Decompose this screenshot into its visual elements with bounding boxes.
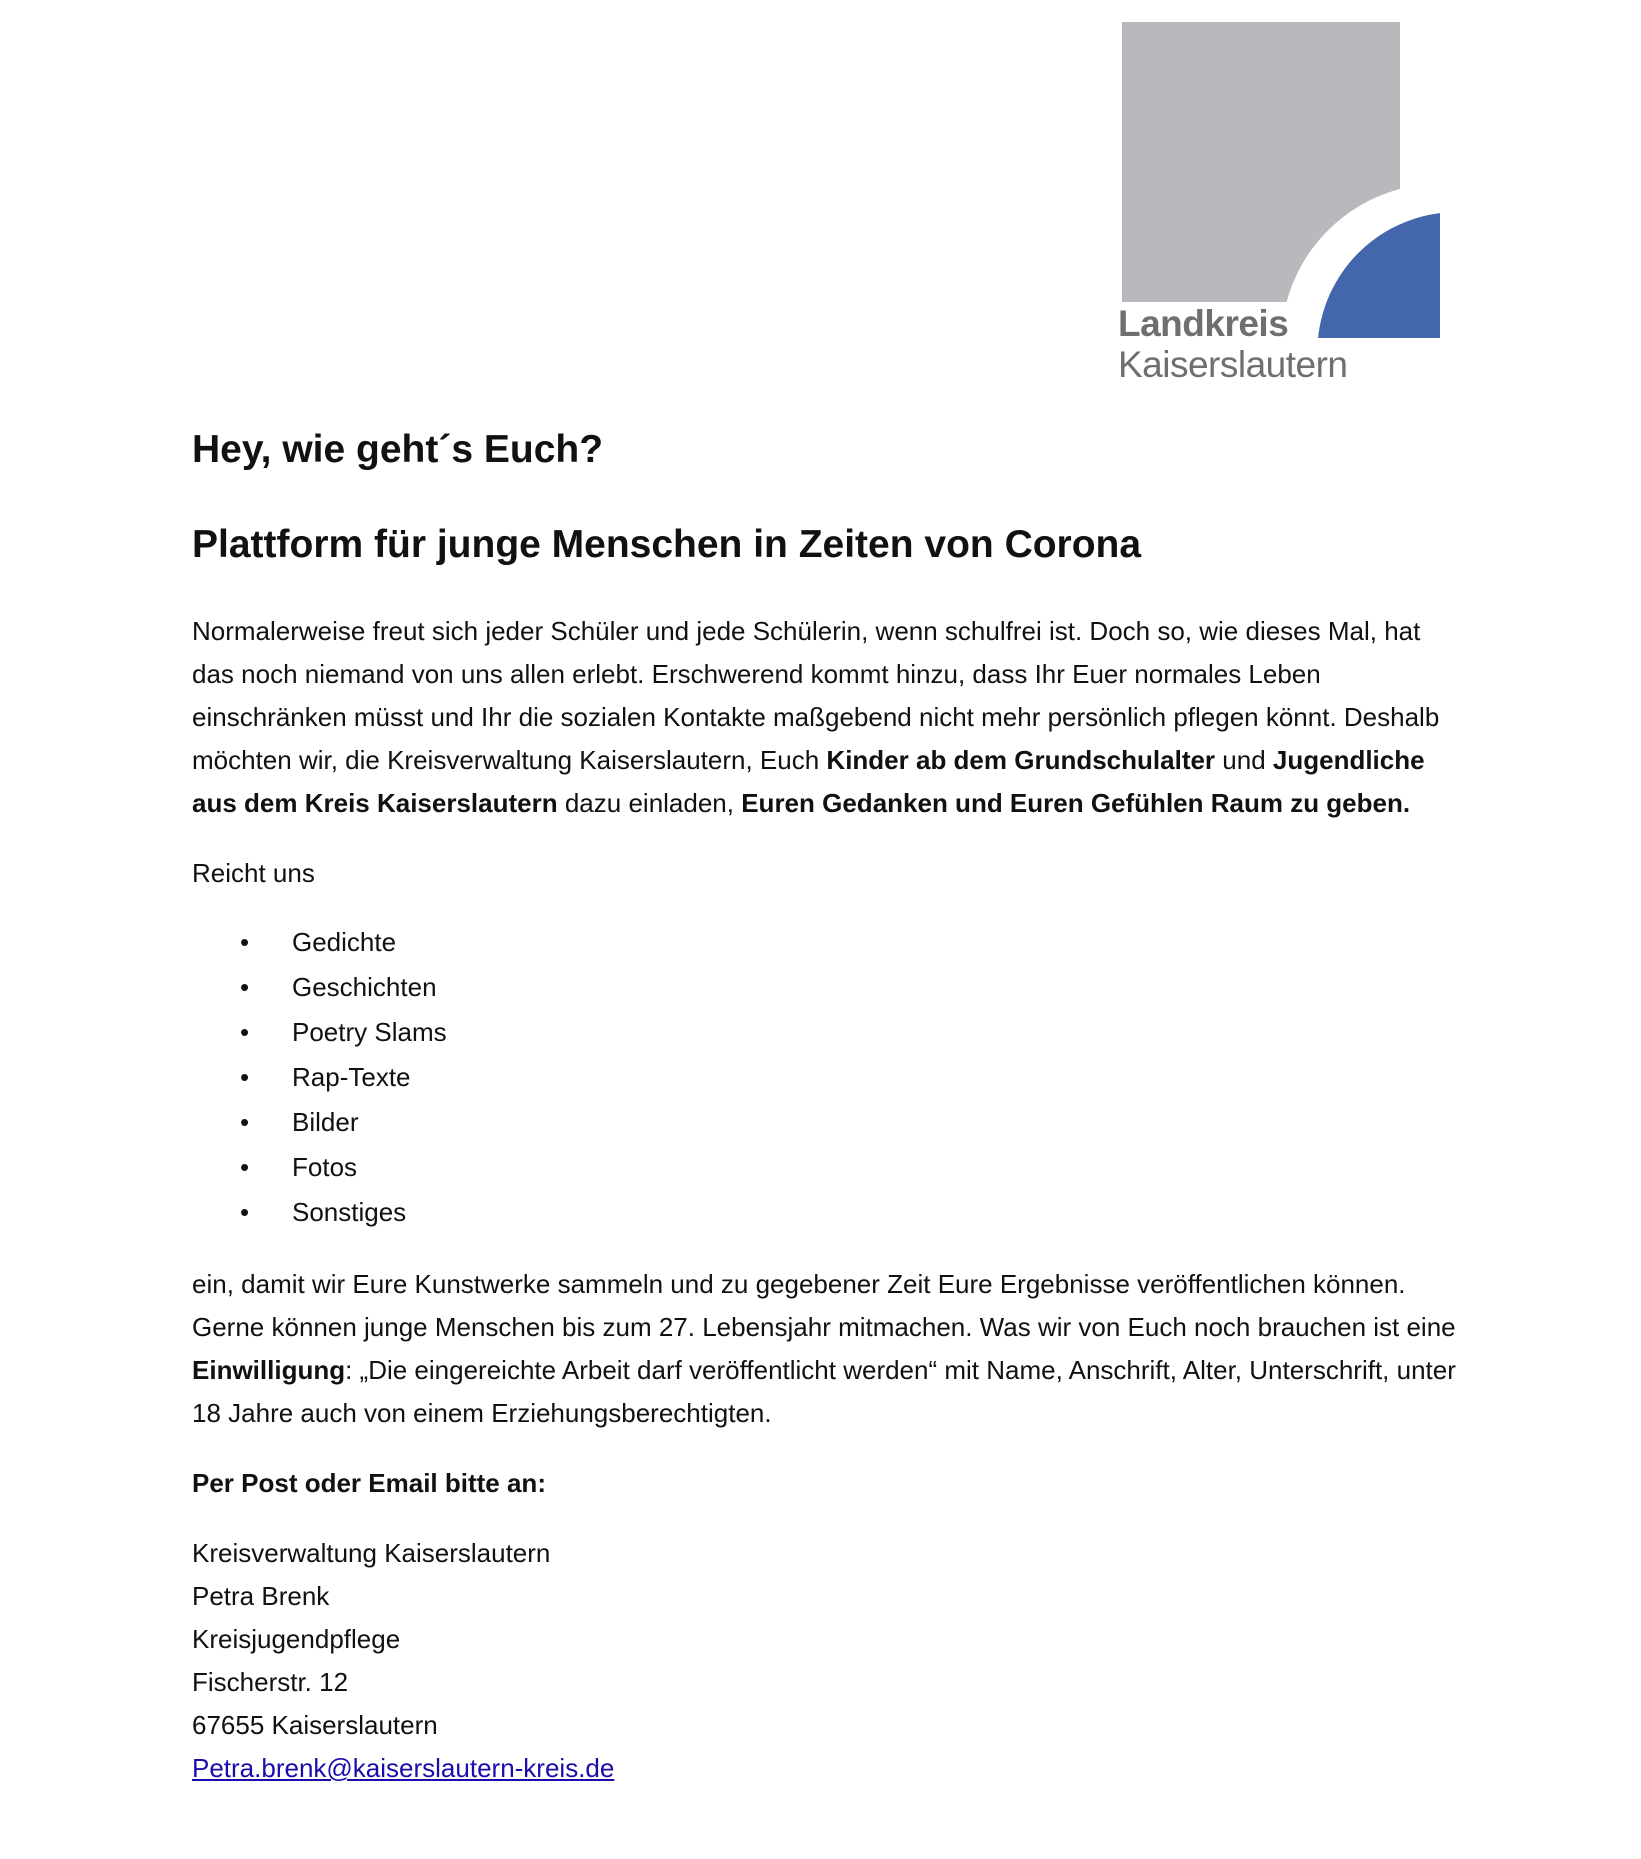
list-item-label: Fotos: [292, 1152, 358, 1182]
bullet-icon: •: [240, 972, 250, 1002]
email-link[interactable]: Petra.brenk@kaiserslautern-kreis.de: [192, 1753, 615, 1783]
page-subtitle: Plattform für junge Menschen in Zeiten von Corona: [192, 523, 1142, 566]
address-city: 67655 Kaiserslautern: [192, 1710, 438, 1740]
intro-text-1: Normalerweise freut sich jeder Schüler und jede Schülerin, wenn schulfrei ist. Doch so, wie dieses Mal, hat das noch niemand von uns allen erlebt. Erschwerend kommt hinzu, dass Ihr Euer normales Leben einschränken müsst und Ihr die sozialen Kontakte maßgebend nicht mehr persönlich pflegen könnt. Deshalb möchten wir, die Kreisverwaltung Kaiserslautern, Euch: [192, 616, 1440, 775]
address-name: Petra Brenk: [192, 1581, 330, 1611]
reicht-uns-text: Reicht uns: [192, 858, 315, 888]
intro-paragraph: [192, 610, 1462, 825]
list-item-label: Rap-Texte: [292, 1062, 411, 1092]
list-item-label: Gedichte: [292, 927, 397, 957]
logo-text-landkreis: Landkreis: [1118, 303, 1289, 344]
address-street: Fischerstr. 12: [192, 1667, 349, 1697]
outro-bold-1: Einwilligung: [192, 1355, 346, 1385]
list-item-label: Sonstiges: [292, 1197, 407, 1227]
list-item: [192, 1100, 1462, 1145]
intro-text-2: und: [1215, 745, 1273, 775]
document-body: [192, 425, 1462, 1790]
list-item: [192, 1010, 1462, 1055]
list-item: [192, 1190, 1462, 1235]
list-item-label: Poetry Slams: [292, 1017, 447, 1047]
list-item: [192, 1145, 1462, 1190]
address-dept: Kreisjugendpflege: [192, 1624, 401, 1654]
list-item-label: Bilder: [292, 1107, 359, 1137]
landkreis-logo: [1118, 20, 1448, 385]
logo-blue-arc: [1118, 20, 1448, 340]
post-label: Per Post oder Email bitte an:: [192, 1468, 546, 1498]
bullet-icon: •: [240, 1107, 250, 1137]
bullet-icon: •: [240, 1017, 250, 1047]
address-org: Kreisverwaltung Kaiserslautern: [192, 1538, 551, 1568]
bullet-icon: •: [240, 1062, 250, 1092]
intro-text-3: dazu einladen,: [557, 788, 742, 818]
bullet-icon: •: [240, 1152, 250, 1182]
page-title: Hey, wie geht´s Euch?: [192, 428, 604, 471]
logo-text-kaiserslautern: Kaiserslautern: [1118, 344, 1348, 385]
submission-types-list: [192, 920, 1462, 1235]
outro-paragraph: [192, 1263, 1462, 1435]
outro-text-2: : „Die eingereichte Arbeit darf veröffentlicht werden“ mit Name, Anschrift, Alter, Unterschrift, unter 18 Jahre auch von einem Erziehungsberechtigten.: [192, 1355, 1456, 1428]
list-item-label: Geschichten: [292, 972, 437, 1002]
bullet-icon: •: [240, 927, 250, 957]
bullet-icon: •: [240, 1197, 250, 1227]
list-item: [192, 920, 1462, 965]
intro-bold-1: Kinder ab dem Grundschulalter: [826, 745, 1216, 775]
list-item: [192, 965, 1462, 1010]
intro-bold-3: Euren Gedanken und Euren Gefühlen Raum zu geben.: [741, 788, 1411, 818]
list-item: [192, 1055, 1462, 1100]
outro-text-1: ein, damit wir Eure Kunstwerke sammeln und zu gegebener Zeit Eure Ergebnisse veröffentlichen können. Gerne können junge Menschen bis zum 27. Lebensjahr mitmachen. Was wir von Euch noch brauchen ist eine: [192, 1269, 1456, 1342]
intro-bold-2: Jugendliche aus dem Kreis Kaiserslautern: [192, 745, 1425, 818]
